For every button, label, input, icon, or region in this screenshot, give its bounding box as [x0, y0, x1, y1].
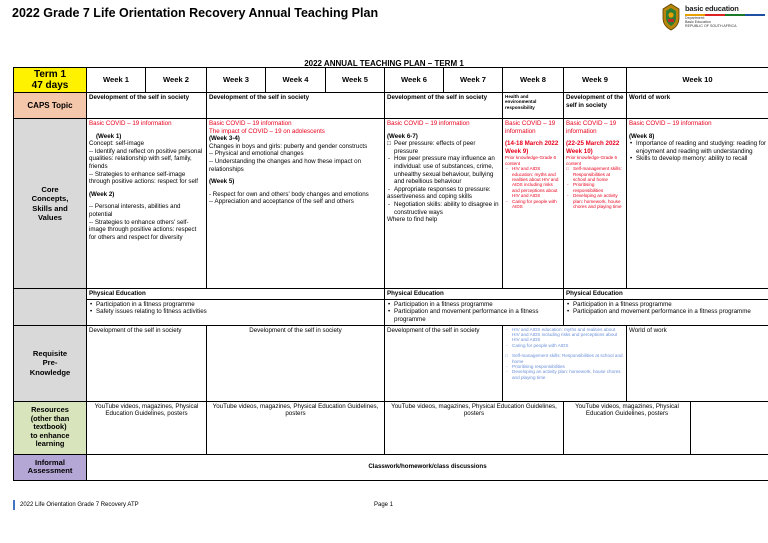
pe-heading-c: Physical Education [564, 289, 768, 300]
caps-topic-row [14, 93, 768, 119]
weeks-header-row [14, 68, 768, 93]
caps-topic-w6-7: Development of the self in society [385, 93, 503, 119]
resources-w3-5: YouTube videos, magazines, Physical Education Guidelines, posters [207, 401, 385, 454]
footer-page-number: Page 1 [374, 502, 394, 508]
core-w8: Basic COVID – 19 information (14-18 March 2022 Week 9) Prior knowledge-Grade 6 content - HIV and AIDS education: myths and realities about HIV and AIDS including risks and perceptions about HIV and AIDS - Caring for people with AIDS [503, 119, 564, 289]
coat-of-arms-icon [660, 3, 682, 31]
core-w1-2: Basic COVID – 19 information (Week 1) Concept: self-image -- Identify and reflect on positive personal qualities: relationship with self, family, friends -- Strategies to enhance self-image through positive actions: respect for self (Week 2) -- Personal interests, abilities and potential -- Strategies to enhance others' self-image through positive actions: respect for others and respect for diversity [87, 119, 207, 289]
caps-topic-label: CAPS Topic [14, 93, 87, 119]
physical-education-row [14, 299, 768, 325]
prereq-w3-5: Development of the self in society [207, 325, 385, 401]
resources-w6-8: YouTube videos, magazines, Physical Education Guidelines, posters [385, 401, 564, 454]
pe-heading-a: Physical Education [87, 289, 385, 300]
caps-topic-w3-5: Development of the self in society [207, 93, 385, 119]
week-header: Week 7 [444, 68, 503, 93]
informal-assessment-value: Classwork/homework/class discussions [87, 454, 768, 480]
footer-document-name: 2022 Life Orientation Grade 7 Recovery ATP [20, 502, 139, 508]
core-w6-7: Basic COVID – 19 information (Week 6-7) □ Peer pressure: effects of peer pressure - How peer pressure may influence an individual: use of substances, crime, unhealthy sexual behaviour, bullying and rebellious behaviour - Appropriate responses to pressure: assertiveness and coping skills - Negotiation skills: ability to disagree in constructive ways Where to find help [385, 119, 503, 289]
pre-knowledge-row [14, 325, 768, 401]
week-header: Week 6 [385, 68, 444, 93]
caps-topic-w9: Development of the self in society [564, 93, 627, 119]
week-header: Week 8 [503, 68, 564, 93]
core-concepts-label: Core Concepts, Skills and Values [14, 119, 87, 289]
term-cell: Term 1 47 days [14, 68, 87, 93]
informal-assessment-label: Informal Assessment [14, 454, 87, 480]
resources-row [14, 401, 768, 454]
prereq-w8-9: - HIV and AIDS education: myths and realities about HIV and AIDS including risks and perceptions about HIV and AIDS - Caring for people with AIDS □ Self-management skills: Responsibilities at school and home - Prioritising responsibilities - Developing an activity plan: homework, house chores and playing time [503, 325, 627, 401]
department-logo [660, 3, 768, 33]
logo-brand-text: basic education [685, 4, 765, 16]
pe-items-a: • Participation in a fitness programme • Safety issues relating to fitness activities [87, 299, 385, 325]
core-w10: Basic COVID – 19 information (Week 8) • Importance of reading and studying: reading for enjoyment and reading with understanding • Skills to develop memory: ability to recall [627, 119, 768, 289]
caps-topic-w8: Health and environmental responsibility [503, 93, 564, 119]
pe-items-b: • Participation in a fitness programme • Participation and movement performance in a fitness programme [385, 299, 564, 325]
annual-teaching-plan-table [13, 67, 768, 481]
week-header: Week 1 [87, 68, 146, 93]
resources-empty [691, 401, 768, 454]
footer-accent-bar [13, 500, 15, 510]
pe-heading-b: Physical Education [385, 289, 564, 300]
core-concepts-row [14, 119, 768, 289]
plan-title: 2022 ANNUAL TEACHING PLAN – TERM 1 [304, 59, 464, 68]
pre-knowledge-label: Requisite Pre- Knowledge [14, 325, 87, 401]
week-header: Week 10 [627, 68, 768, 93]
prereq-w10: World of work [627, 325, 768, 401]
physical-education-heading-row [14, 289, 768, 300]
core-w9: Basic COVID – 19 information (22-25 March 2022 Week 10) Prior knowledge-Grade 6 content □ Self-management skills: Responsibilities at school and home - Prioritising responsibilities - Developing an activity plan: homework, house chores and playing time [564, 119, 627, 289]
logo-subtext: Department: Basic Education REPUBLIC OF SOUTH AFRICA [685, 16, 737, 29]
caps-topic-w10: World of work [627, 93, 768, 119]
core-concepts-label-continued [14, 289, 87, 326]
prereq-w1-2: Development of the self in society [87, 325, 207, 401]
week-header: Week 3 [207, 68, 266, 93]
prereq-w6-7: Development of the self in society [385, 325, 503, 401]
week-header: Week 2 [146, 68, 207, 93]
resources-w9-10: YouTube videos, magazines, Physical Education Guidelines, posters [564, 401, 691, 454]
week-header: Week 9 [564, 68, 627, 93]
document-title: 2022 Grade 7 Life Orientation Recovery Annual Teaching Plan [12, 6, 379, 20]
week-header: Week 5 [326, 68, 385, 93]
week-header: Week 4 [266, 68, 326, 93]
informal-assessment-row [14, 454, 768, 480]
core-w3-5: Basic COVID – 19 information The impact of COVID – 19 on adolescents (Week 3-4) Changes in boys and girls: puberty and gender constructs -- Physical and emotional changes -- Understanding the changes and how these impact on relationships (Week 5) - Respect for own and others' body changes and emotions -- Appreciation and acceptance of the self and others [207, 119, 385, 289]
caps-topic-w1-2: Development of the self in society [87, 93, 207, 119]
resources-label: Resources (other than textbook) to enhance learning [14, 401, 87, 454]
pe-items-c: • Participation in a fitness programme • Participation and movement performance in a fitness programme [564, 299, 768, 325]
resources-w1-2: YouTube videos, magazines, Physical Education Guidelines, posters [87, 401, 207, 454]
